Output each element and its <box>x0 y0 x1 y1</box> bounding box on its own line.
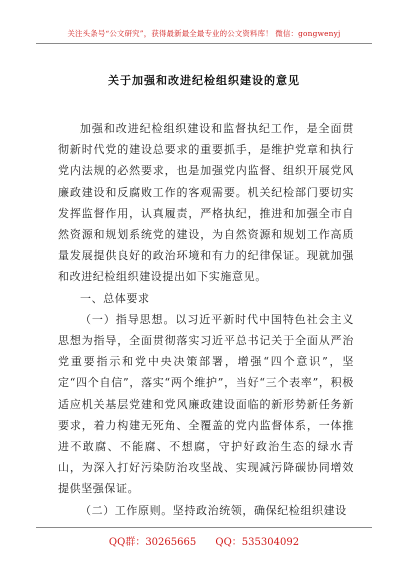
header-banner: 关注头条号“公文研究”，获得最新最全最专业的公文资料库！ 微信：gongwenyj <box>67 29 341 38</box>
footer-divider <box>36 527 372 528</box>
intro-paragraph: 加强和改进纪检组织建设和监督执纪工作，是全面贯彻新时代党的建设总要求的重要抓手，是维护党章和执行党内法规的必然要求，也是加强党内监督、组织开展党风廉政建设和反腐败工作的客观需要。机关纪检部门要切实发挥监督作用，认真履责，严格执纪，推进和加强全市自然资源和规划系统党的建设，为自然资源和规划工作高质量发展提供良好的政治环境和有力的纪律保证。现就加强和改进纪检组织建设提出如下实施意见。 <box>58 122 354 284</box>
document-body <box>58 118 354 521</box>
header-divider <box>36 43 372 44</box>
footer-qq-number: QQ：535304092 <box>215 537 300 548</box>
document-title: 关于加强和改进纪检组织建设的意见 <box>108 74 300 87</box>
section-heading: 一、总体要求 <box>80 291 150 305</box>
footer-contact <box>0 533 408 548</box>
footer-qq-group: QQ群：30265665 <box>108 537 197 548</box>
item-paragraph-work-principles: （二）工作原则。坚持政治统领，确保纪检组织建设 <box>80 503 347 517</box>
item-paragraph-guiding-ideology: （一）指导思想。以习近平新时代中国特色社会主义思想为指导，全面贯彻落实习近平总书记关于全面从严治党重要指示和党中央决策部署，增强“四个意识”，坚定“四个自信”，落实“两个维护”，当好“三个表率”，积极适应机关基层党建和党风廉政建设面临的新形势新任务新要求，着力构建无死角、全覆盖的党内监督体系，一体推进不敢腐、不能腐、不想腐，守护好政治生态的绿水青山，为深入打好污染防治攻坚战、实现减污降碳协同增效提供坚强保证。 <box>58 312 354 496</box>
